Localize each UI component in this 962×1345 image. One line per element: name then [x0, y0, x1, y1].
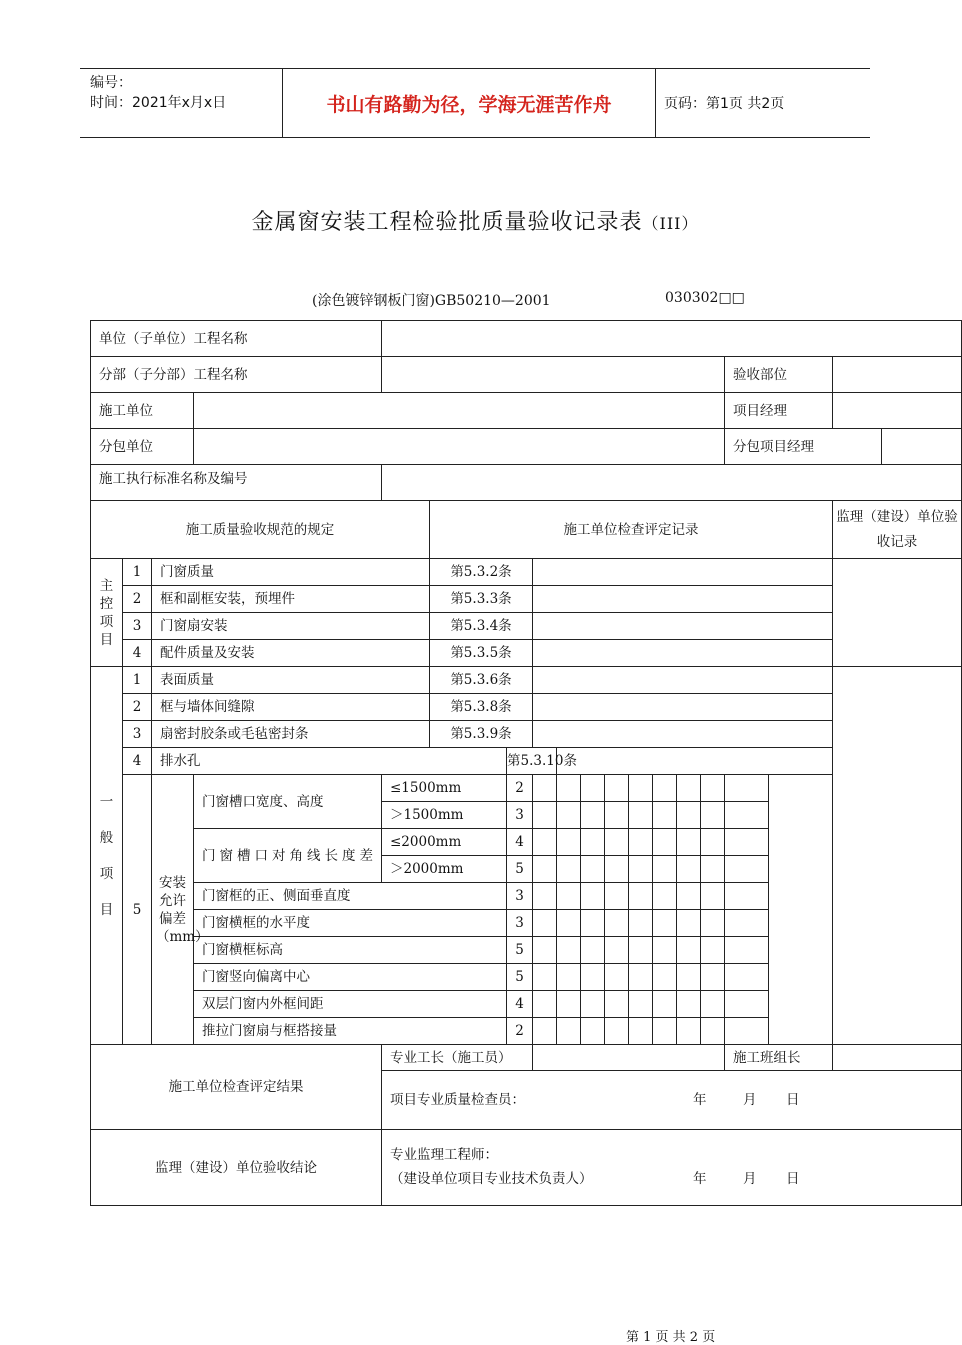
tolerance-value: 3 [507, 802, 533, 829]
measure-cell[interactable] [605, 964, 629, 991]
tolerance-item-name: 门窗横框标高 [194, 937, 507, 964]
general-item-name: 排水孔 [152, 748, 507, 775]
measure-cell[interactable] [557, 910, 581, 937]
measure-cell[interactable] [629, 883, 653, 910]
main-items-label: 主控项目 [91, 559, 123, 667]
measure-cell[interactable] [629, 856, 653, 883]
general-item-record[interactable] [533, 694, 833, 721]
measure-cell[interactable] [581, 802, 605, 829]
result-month: 月 [743, 1092, 757, 1108]
tolerance-value: 5 [507, 937, 533, 964]
general-item-name: 扇密封胶条或毛毡密封条 [152, 721, 430, 748]
header-strip [80, 68, 870, 138]
measure-cell[interactable] [653, 775, 677, 802]
team-leader-label: 施工班组长 [725, 1045, 833, 1071]
general-item-clause: 第5.3.6条 [430, 667, 533, 694]
measure-cell[interactable] [677, 829, 701, 856]
general-item-clause: 第5.3.8条 [430, 694, 533, 721]
supervisor-heading: 监理（建设）单位验收记录 [833, 501, 962, 559]
measure-cell[interactable] [557, 775, 581, 802]
header-motto: 书山有路勤为径，学海无涯苦作舟 [282, 69, 656, 137]
measure-cell[interactable] [725, 775, 769, 802]
measure-cell[interactable] [605, 829, 629, 856]
measure-cell[interactable] [581, 856, 605, 883]
measure-cell[interactable] [557, 964, 581, 991]
general-item-name: 表面质量 [152, 667, 430, 694]
header-page-info: 页码：第1页 共2页 [664, 96, 785, 112]
measure-cell[interactable] [653, 991, 677, 1018]
measure-cell[interactable] [725, 883, 769, 910]
measure-cell[interactable] [533, 829, 557, 856]
measure-cell[interactable] [605, 775, 629, 802]
measure-cell[interactable] [701, 937, 725, 964]
constructor-field[interactable] [194, 393, 725, 429]
measure-cell[interactable] [677, 991, 701, 1018]
measure-cell[interactable] [701, 802, 725, 829]
measure-cell[interactable] [629, 991, 653, 1018]
team-leader-field[interactable] [833, 1045, 962, 1071]
measure-cell[interactable] [725, 1018, 769, 1045]
tolerance-item-name: 双层门窗内外框间距 [194, 991, 507, 1018]
tolerance-value: 4 [507, 991, 533, 1018]
general-item-record[interactable] [557, 748, 833, 775]
tolerance-value: 2 [507, 1018, 533, 1045]
measure-cell[interactable] [557, 802, 581, 829]
project-manager-field[interactable] [833, 393, 962, 429]
measure-cell[interactable] [677, 856, 701, 883]
engineer-label: 专业监理工程师： [390, 1147, 498, 1163]
measure-cell[interactable] [653, 964, 677, 991]
tolerance-group-name: 门窗槽口宽度、高度 [194, 775, 382, 829]
general-item-no: 4 [123, 748, 152, 775]
sub-manager-label: 分包项目经理 [725, 429, 882, 465]
tolerance-value: 3 [507, 883, 533, 910]
doc-date: 时间：2021年x月x日 [90, 95, 227, 111]
measure-cell[interactable] [557, 937, 581, 964]
measure-cell[interactable] [581, 829, 605, 856]
main-item-clause: 第5.3.5条 [430, 640, 533, 667]
tolerance-condition: ≤2000mm [382, 829, 507, 856]
measure-cell[interactable] [605, 802, 629, 829]
measure-cell[interactable] [629, 910, 653, 937]
general-items-supervisor-record[interactable] [833, 667, 962, 1045]
project-name-label: 单位（子单位）工程名称 [91, 321, 382, 357]
tolerance-value: 5 [507, 964, 533, 991]
tolerance-item-name: 门窗框的正、侧面垂直度 [194, 883, 507, 910]
measure-cell[interactable] [605, 991, 629, 1018]
main-item-record[interactable] [533, 559, 833, 586]
main-item-clause: 第5.3.3条 [430, 586, 533, 613]
main-item-name: 门窗扇安装 [152, 613, 430, 640]
standard-reference: (涂色镀锌钢板门窗)GB50210—2001 [312, 293, 551, 309]
measure-cell[interactable] [581, 937, 605, 964]
measure-cell[interactable] [701, 991, 725, 1018]
measure-cell[interactable] [533, 775, 557, 802]
tolerance-condition: ≤1500mm [382, 775, 507, 802]
tolerance-item-no: 5 [123, 775, 152, 1045]
tolerance-value: 2 [507, 775, 533, 802]
owner-label: （建设单位项目专业技术负责人） [390, 1171, 593, 1187]
form-title [0, 205, 950, 236]
main-items-supervisor-record[interactable] [833, 559, 962, 667]
form-title-main: 金属窗安装工程检验批质量验收记录表 [251, 210, 643, 235]
measure-cell[interactable] [677, 883, 701, 910]
measure-cell[interactable] [629, 964, 653, 991]
measure-cell[interactable] [653, 829, 677, 856]
measure-cell[interactable] [701, 964, 725, 991]
measure-cell[interactable] [533, 910, 557, 937]
measure-cell[interactable] [629, 937, 653, 964]
tolerance-condition: ＞1500mm [382, 802, 507, 829]
general-items-label: 一般项目 [91, 667, 123, 1045]
result-label: 施工单位检查评定结果 [91, 1045, 382, 1130]
measure-cell[interactable] [533, 856, 557, 883]
header-meta [80, 69, 282, 137]
measure-cell[interactable] [533, 883, 557, 910]
foreman-label: 专业工长（施工员） [382, 1045, 533, 1071]
standard-name-field[interactable] [382, 465, 962, 501]
measure-cell[interactable] [629, 1018, 653, 1045]
measure-cell[interactable] [533, 964, 557, 991]
general-item-clause: 第5.3.9条 [430, 721, 533, 748]
general-item-clause: 第5.3.10条 [507, 748, 557, 775]
check-record-heading: 施工单位检查评定记录 [430, 501, 833, 559]
main-item-name: 配件质量及安装 [152, 640, 430, 667]
conclusion-year: 年 [693, 1171, 707, 1187]
inspector-signature-area[interactable] [382, 1071, 962, 1130]
measure-cell[interactable] [581, 775, 605, 802]
measure-cell[interactable] [677, 1018, 701, 1045]
conclusion-day: 日 [786, 1171, 800, 1187]
main-item-name: 框和副框安装，预埋件 [152, 586, 430, 613]
measure-cell[interactable] [725, 991, 769, 1018]
measure-cell[interactable] [605, 856, 629, 883]
tolerance-value: 3 [507, 910, 533, 937]
project-manager-label: 项目经理 [725, 393, 833, 429]
main-item-no: 3 [123, 613, 152, 640]
tolerance-value: 4 [507, 829, 533, 856]
measure-cell[interactable] [653, 910, 677, 937]
measure-cell[interactable] [653, 856, 677, 883]
tolerance-value: 5 [507, 856, 533, 883]
standard-name-label: 施工执行标准名称及编号 [91, 465, 382, 501]
measure-cell[interactable] [533, 802, 557, 829]
main-item-clause: 第5.3.4条 [430, 613, 533, 640]
sub-manager-field[interactable] [882, 429, 962, 465]
measure-cell[interactable] [557, 829, 581, 856]
measure-cell[interactable] [725, 856, 769, 883]
conclusion-signature-area[interactable] [382, 1130, 962, 1206]
project-name-field[interactable] [382, 321, 962, 357]
foreman-field[interactable] [533, 1045, 725, 1071]
spec-heading: 施工质量验收规范的规定 [91, 501, 430, 559]
main-item-record[interactable] [533, 586, 833, 613]
measure-cell[interactable] [701, 883, 725, 910]
subcontractor-field[interactable] [194, 429, 725, 465]
form-code: 030302□□ [665, 290, 745, 306]
tolerance-group-name: 门窗槽口对角线长度差 [194, 829, 382, 883]
measure-cell[interactable] [557, 1018, 581, 1045]
general-item-no: 1 [123, 667, 152, 694]
general-item-record[interactable] [533, 721, 833, 748]
accept-part-field[interactable] [833, 357, 962, 393]
result-day: 日 [786, 1092, 800, 1108]
main-item-name: 门窗质量 [152, 559, 430, 586]
main-item-no: 4 [123, 640, 152, 667]
main-item-no: 2 [123, 586, 152, 613]
sub-project-label: 分部（子分部）工程名称 [91, 357, 382, 393]
measure-cell[interactable] [725, 964, 769, 991]
measure-cell[interactable] [725, 802, 769, 829]
subcontractor-label: 分包单位 [91, 429, 194, 465]
measure-cell[interactable] [605, 910, 629, 937]
tolerance-label: 安装允许偏差（mm） [152, 775, 194, 1045]
conclusion-label: 监理（建设）单位验收结论 [91, 1130, 382, 1206]
measure-cell[interactable] [557, 883, 581, 910]
main-item-record[interactable] [533, 640, 833, 667]
measure-cell[interactable] [725, 910, 769, 937]
measure-cell[interactable] [701, 1018, 725, 1045]
measure-cell[interactable] [581, 883, 605, 910]
tolerance-condition: ＞2000mm [382, 856, 507, 883]
measure-cell[interactable] [557, 856, 581, 883]
measure-cell[interactable] [629, 829, 653, 856]
measure-cell[interactable] [581, 910, 605, 937]
tolerance-item-name: 门窗竖向偏离中心 [194, 964, 507, 991]
inspector-label: 项目专业质量检查员： [390, 1092, 525, 1108]
measure-cell[interactable] [701, 829, 725, 856]
measure-cell[interactable] [605, 883, 629, 910]
measure-cell[interactable] [533, 937, 557, 964]
measure-cell[interactable] [653, 802, 677, 829]
footer-page-number: 第 1 页 共 2 页 [626, 1330, 716, 1345]
accept-part-label: 验收部位 [725, 357, 833, 393]
main-item-record[interactable] [533, 613, 833, 640]
measure-cell[interactable] [581, 991, 605, 1018]
general-item-name: 框与墙体间缝隙 [152, 694, 430, 721]
result-year: 年 [693, 1092, 707, 1108]
measure-cell[interactable] [677, 910, 701, 937]
measure-cell[interactable] [629, 775, 653, 802]
doc-number-label: 编号： [90, 75, 132, 91]
measure-cell[interactable] [605, 937, 629, 964]
main-item-no: 1 [123, 559, 152, 586]
general-item-record[interactable] [533, 667, 833, 694]
measure-cell[interactable] [629, 802, 653, 829]
measure-cell[interactable] [677, 964, 701, 991]
measure-cell[interactable] [653, 1018, 677, 1045]
measure-cell[interactable] [677, 937, 701, 964]
constructor-label: 施工单位 [91, 393, 194, 429]
measure-cell[interactable] [725, 829, 769, 856]
measure-cell[interactable] [533, 1018, 557, 1045]
tolerance-item-name: 推拉门窗扇与框搭接量 [194, 1018, 507, 1045]
measure-cell[interactable] [701, 775, 725, 802]
measure-cell[interactable] [605, 1018, 629, 1045]
measure-cell[interactable] [701, 856, 725, 883]
conclusion-month: 月 [743, 1171, 757, 1187]
measure-cell[interactable] [557, 991, 581, 1018]
general-item-no: 2 [123, 694, 152, 721]
tolerance-item-name: 门窗横框的水平度 [194, 910, 507, 937]
measure-cell[interactable] [581, 1018, 605, 1045]
measure-cell[interactable] [533, 991, 557, 1018]
main-item-clause: 第5.3.2条 [430, 559, 533, 586]
sub-project-field[interactable] [382, 357, 725, 393]
measure-cell[interactable] [653, 883, 677, 910]
measure-cell[interactable] [677, 802, 701, 829]
measure-cell[interactable] [581, 964, 605, 991]
measure-cell[interactable] [653, 937, 677, 964]
measure-cell[interactable] [677, 775, 701, 802]
measure-cell[interactable] [725, 937, 769, 964]
inspection-form-table [90, 320, 962, 1206]
form-title-suffix: （III） [642, 214, 699, 233]
measure-cell[interactable] [701, 910, 725, 937]
general-item-no: 3 [123, 721, 152, 748]
